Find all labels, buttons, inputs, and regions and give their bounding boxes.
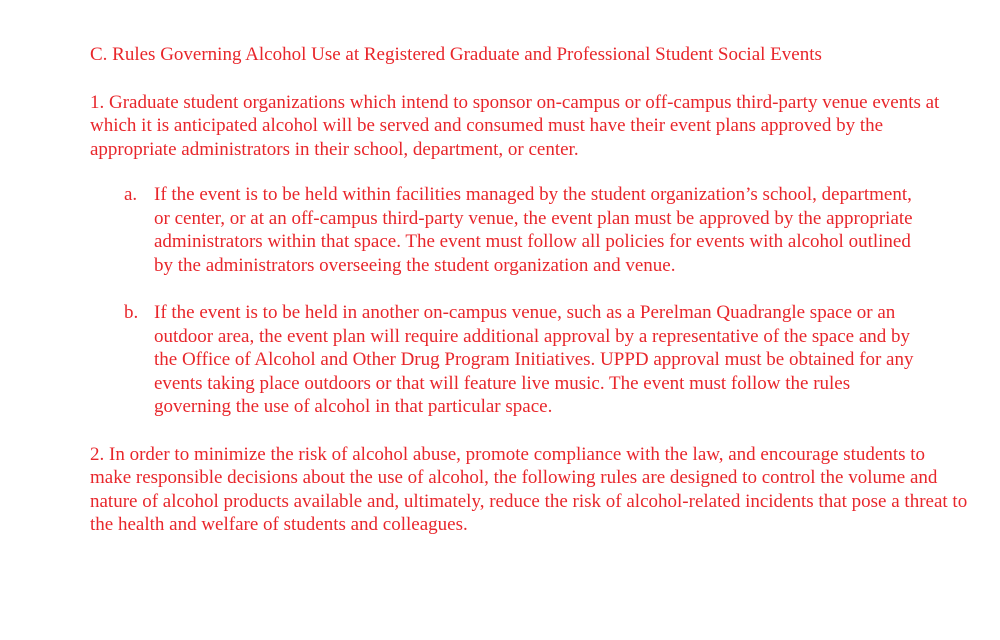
- section-heading: C. Rules Governing Alcohol Use at Registered Graduate and Professional Student Social Events: [90, 44, 822, 65]
- sub-item-marker: a.: [124, 184, 138, 205]
- document-body: [90, 43, 970, 537]
- sub-item-marker: b.: [124, 302, 139, 323]
- paragraph-2: 2. In order to minimize the risk of alcohol abuse, promote compliance with the law, and encourage students to make responsible decisions about the use of alcohol, the following rules are designed to control the volume and nature of alcohol products available and, ultimately, reduce the risk of alcohol-related incidents that pose a threat to the health and welfare of students and colleagues.: [90, 443, 968, 535]
- sub-item-text: If the event is to be held in another on-campus venue, such as a Perelman Quadrangle space or an outdoor area, the event plan will require additional approval by a representative of the space and by the Office of Alcohol and Other Drug Program Initiatives. UPPD approval must be obtained for any events taking place outdoors or that will feature live music. The event must follow the rules governing the use of alcohol in that particular space.: [154, 302, 914, 417]
- sub-item-a: [90, 183, 970, 277]
- sub-item-b: [90, 301, 970, 419]
- paragraph-1: 1. Graduate student organizations which intend to sponsor on-campus or off-campus third-party venue events at which it is anticipated alcohol will be served and consumed must have their event plans approved by the appropriate administrators in their school, department, or center.: [90, 91, 940, 160]
- sub-item-list: [90, 183, 970, 419]
- sub-item-text: If the event is to be held within facilities managed by the student organization’s school, department, or center, or at an off-campus third-party venue, the event plan must be approved by the appropriate administrators within that space. The event must follow all policies for events with alcohol outlined by the administrators overseeing the student organization and venue.: [154, 184, 913, 276]
